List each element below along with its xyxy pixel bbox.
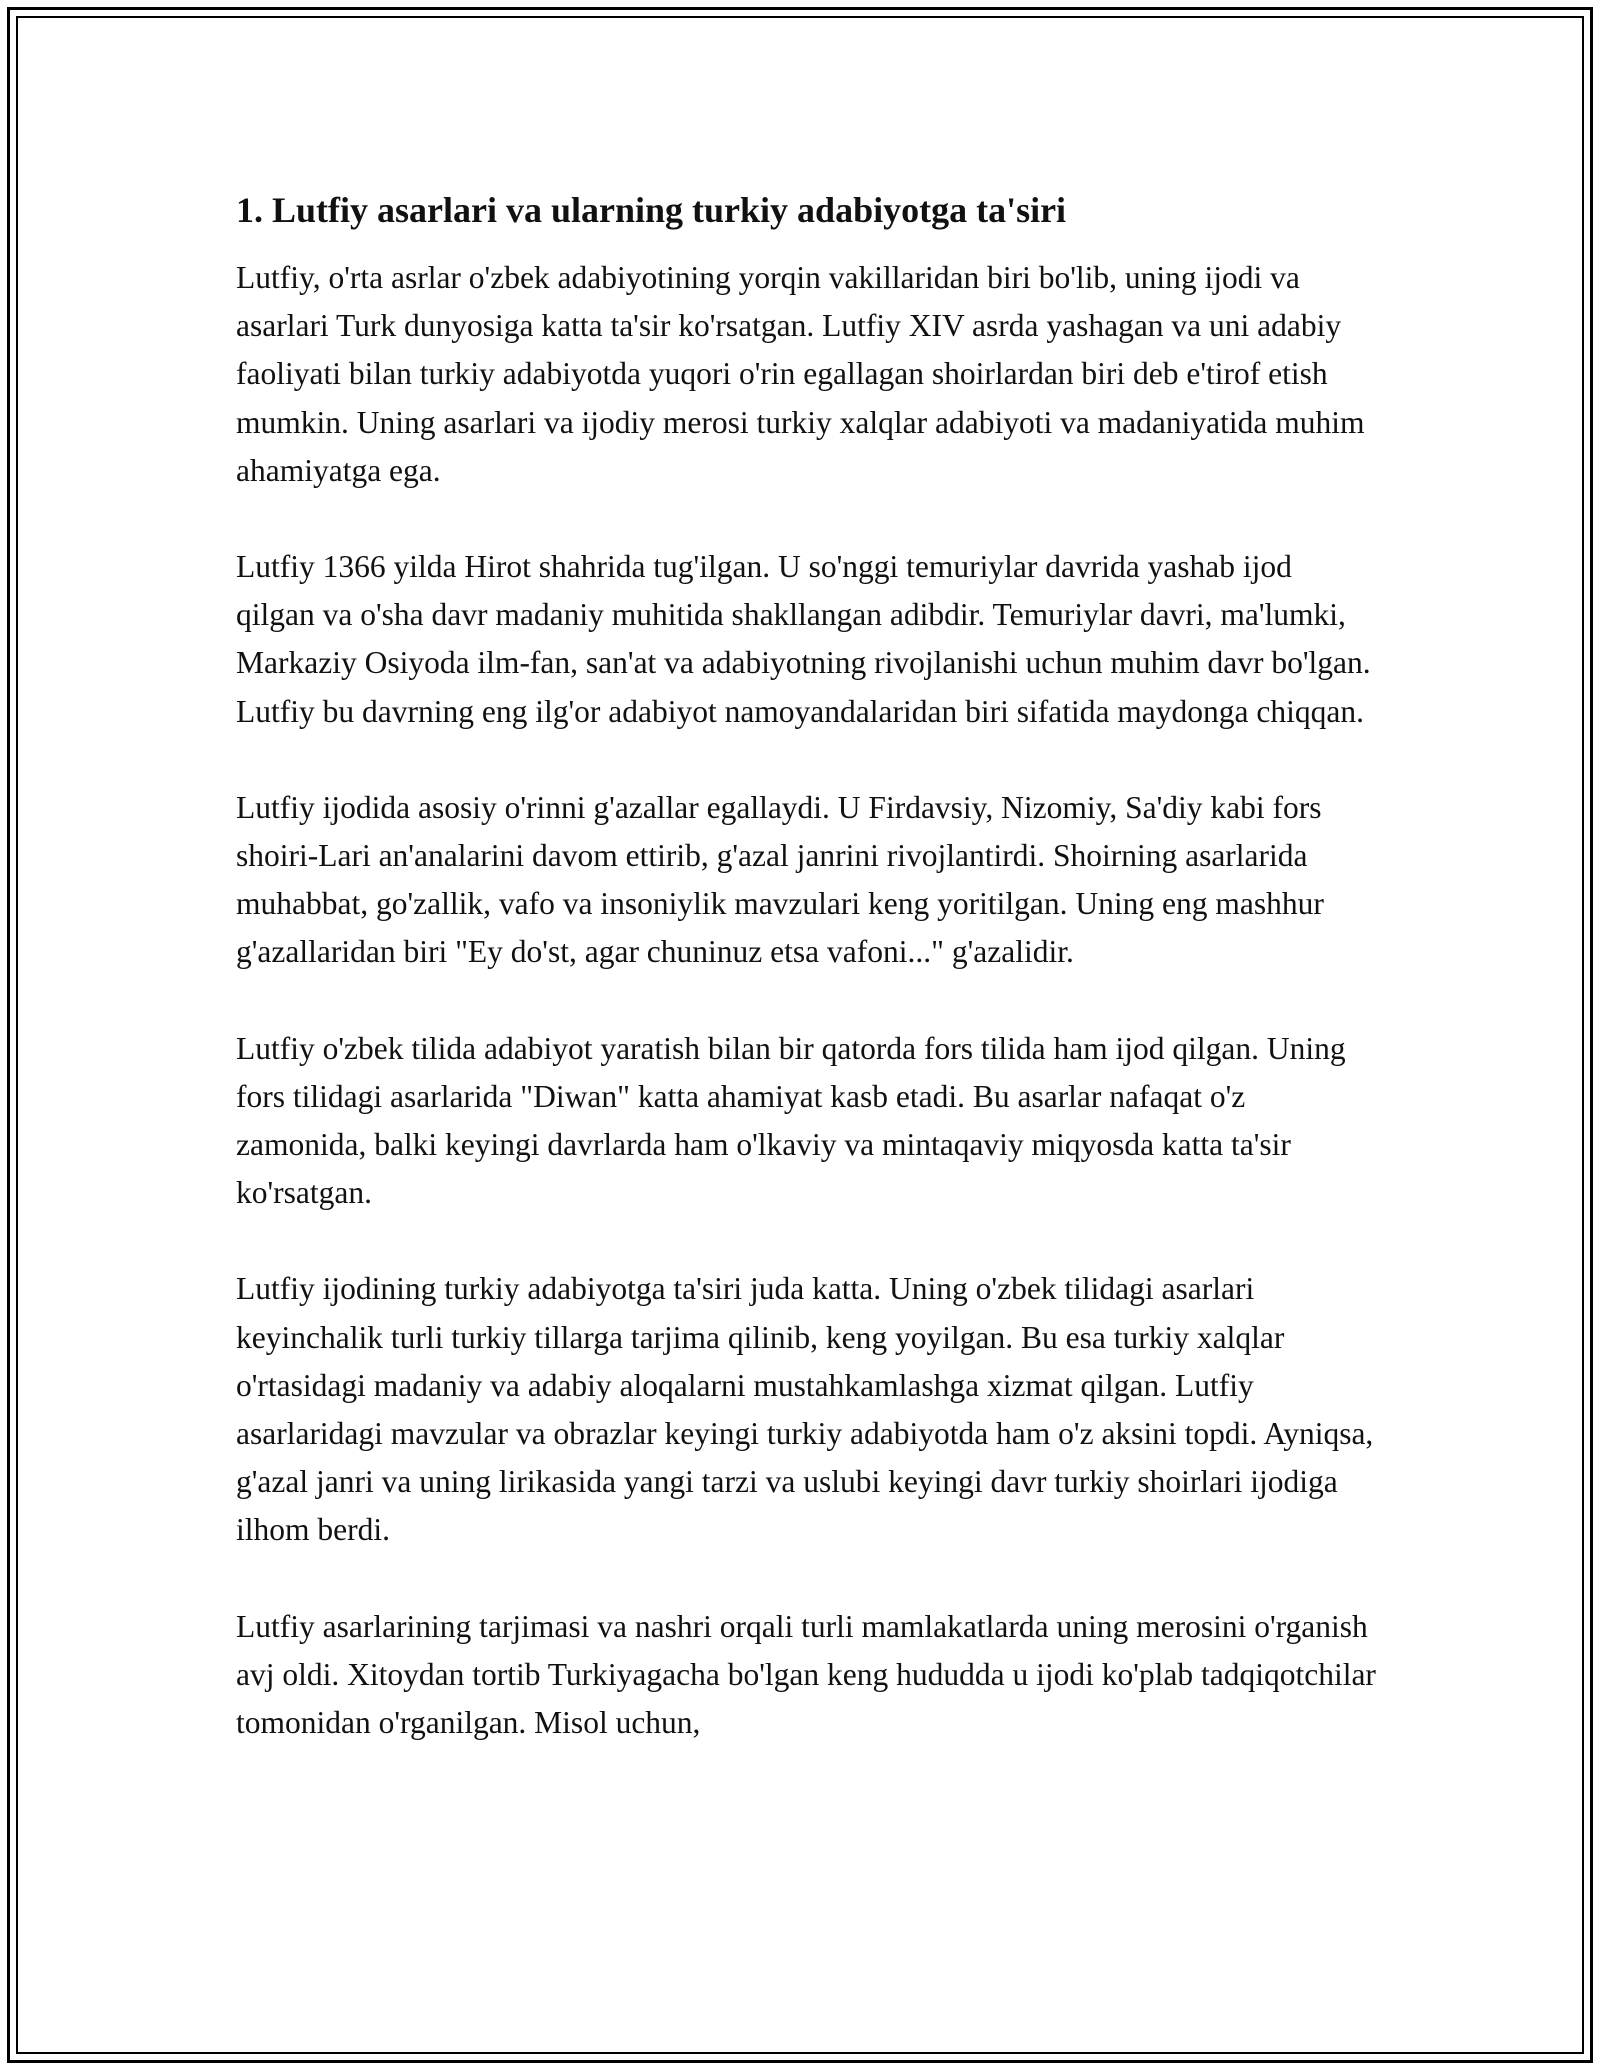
- paragraph-ghazals: Lutfiy ijodida asosiy o'rinni g'azallar egallaydi. U Firdavsiy, Nizomiy, Sa'diy kabi fors shoiri-Lari an'analarini davom ettirib, g'azal janrini rivojlantirdi. Shoirning asarlarida muhabbat, go'zallik, vafo va insoniylik mavzulari keng yoritilgan. Uning eng mashhur g'azallaridan biri "Ey do'st, agar chuninuz etsa vafoni..." g'azalidir.: [236, 789, 1324, 970]
- paragraph-persian-works: Lutfiy o'zbek tilida adabiyot yaratish bilan bir qatorda fors tilida ham ijod qilgan. Uning fors tilidagi asarlarida "Diwan" katta ahamiyat kasb etadi. Bu asarlar nafaqat o'z zamonida, balki keyingi davrlarda ham o'lkaviy va mintaqaviy miqyosda katta ta'sir ko'rsatgan.: [236, 1030, 1346, 1211]
- paragraph-translations: Lutfiy asarlarining tarjimasi va nashri orqali turli mamlakatlarda uning merosini o'rganish avj oldi. Xitoydan tortib Turkiyagacha bo'lgan keng hududda u ijodi ko'plab tadqiqotchilar tomonidan o'rganilgan. Misol uchun,: [236, 1608, 1376, 1741]
- paragraph-influence: Lutfiy ijodining turkiy adabiyotga ta'siri juda katta. Uning o'zbek tilidagi asarlari keyinchalik turli turkiy tillarga tarjima qilinib, keng yoyilgan. Bu esa turkiy xalqlar o'rtasidagi madaniy va adabiy aloqalarni mustahkamlashga xizmat qilgan. Lutfiy asarlaridagi mavzular va obrazlar keyingi turkiy adabiyotda ham o'z aksini topdi. Ayniqsa, g'azal janri va uning lirikasida yangi tarzi va uslubi keyingi davr turkiy shoirlari ijodiga ilhom berdi.: [236, 1271, 1374, 1548]
- paragraph-intro: Lutfiy, o'rta asrlar o'zbek adabiyotining yorqin vakillaridan biri bo'lib, uning ijodi va asarlari Turk dunyosiga katta ta'sir ko'rsatgan. Lutfiy XIV asrda yashagan va uni adabiy faoliyati bilan turkiy adabiyotda yuqori o'rin egallagan shoirlardan biri deb e'tirof etish mumkin. Uning asarlari va ijodiy merosi turkiy xalqlar adabiyoti va madaniyatida muhim ahamiyatga ega.: [236, 260, 1365, 488]
- document-body: [236, 186, 1378, 1795]
- paragraph-biography: Lutfiy 1366 yilda Hirot shahrida tug'ilgan. U so'nggi temuriylar davrida yashab ijod qilgan va o'sha davr madaniy muhitida shakllangan adibdir. Temuriylar davri, ma'lumki, Markaziy Osiyoda ilm-fan, san'at va adabiyotning rivojlanishi uchun muhim davr bo'lgan. Lutfiy bu davrning eng ilg'or adabiyot namoyandalaridan biri sifatida maydonga chiqqan.: [236, 549, 1371, 729]
- section-heading: 1. Lutfiy asarlari va ularning turkiy adabiyotga ta'siri: [236, 190, 1067, 230]
